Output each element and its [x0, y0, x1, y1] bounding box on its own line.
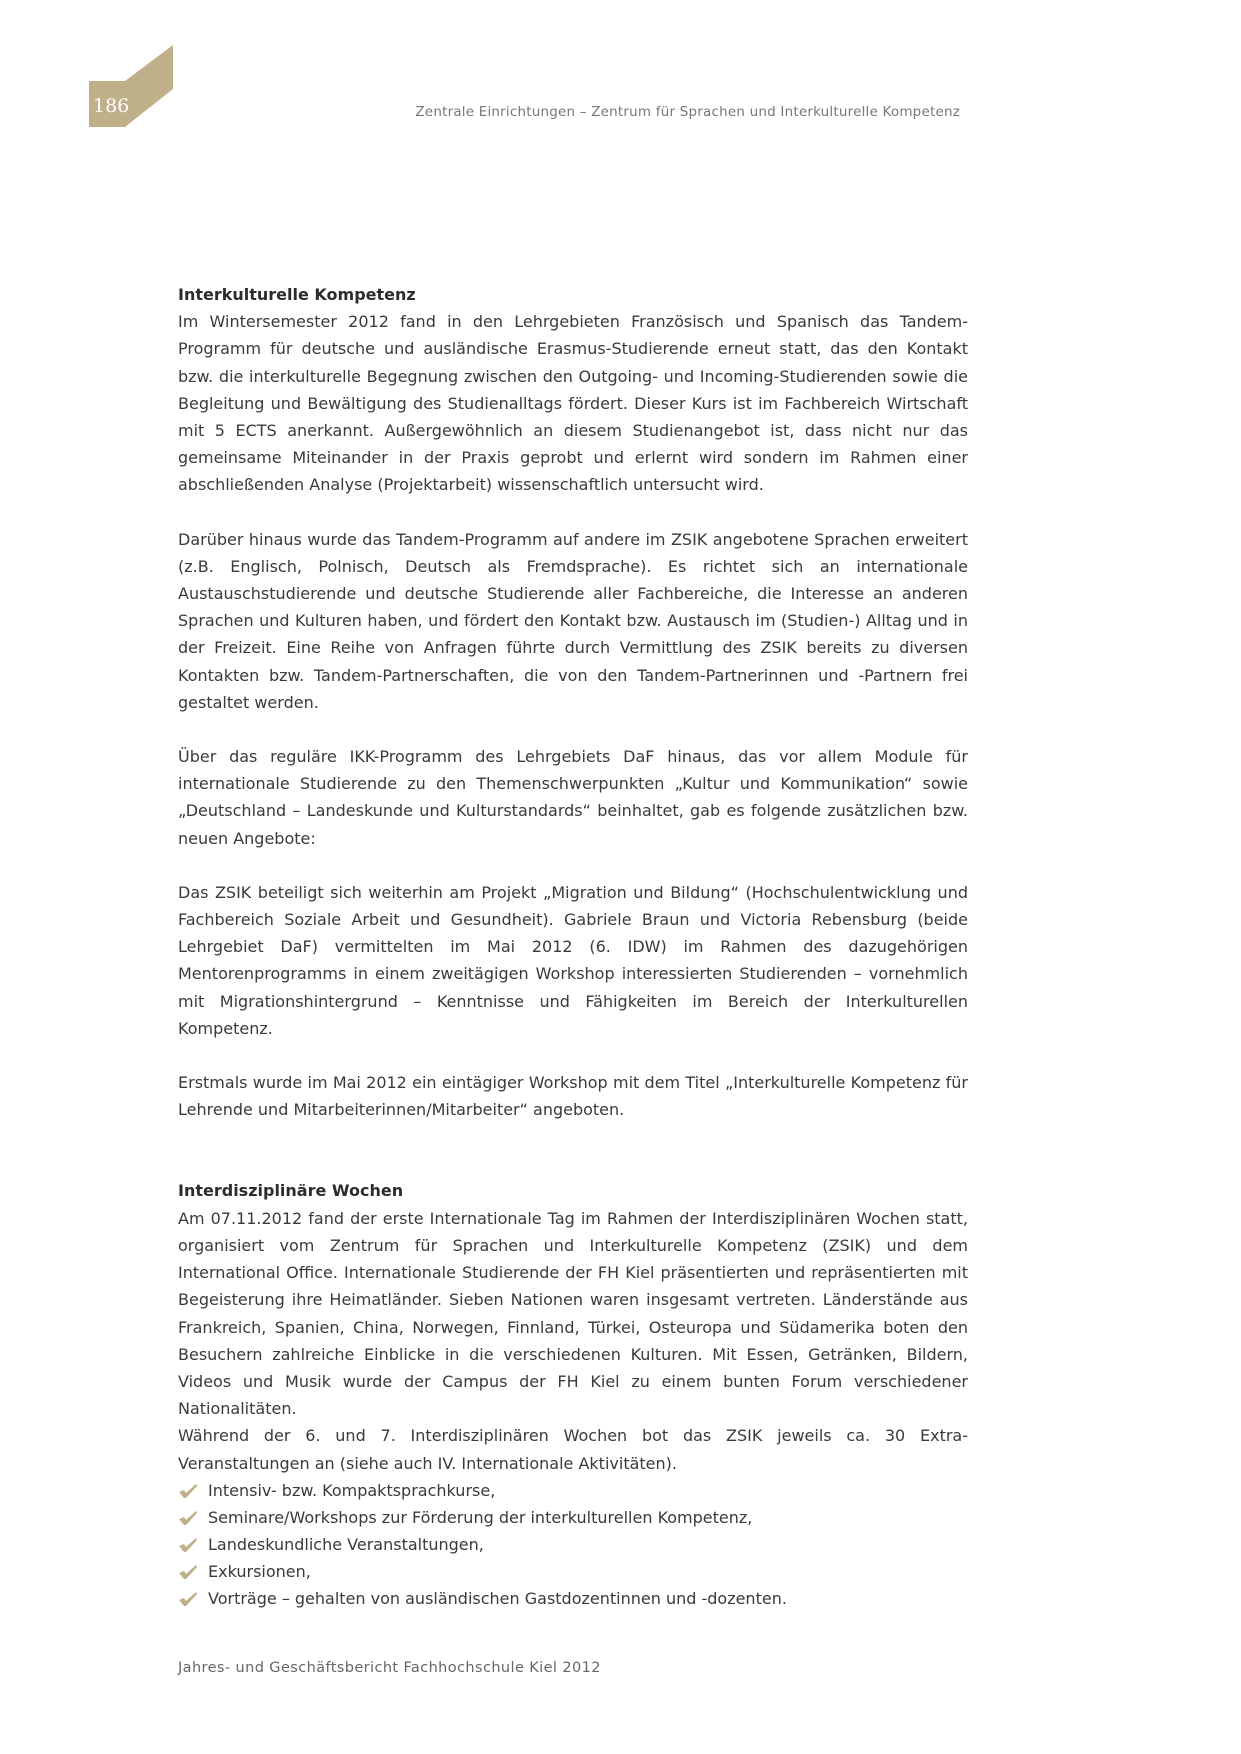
page-footer: Jahres- und Geschäftsbericht Fachhochschule Kiel 2012: [178, 1660, 601, 1676]
main-content: [178, 281, 968, 1613]
list-item-text: Seminare/Workshops zur Förderung der interkulturellen Kompetenz,: [208, 1507, 753, 1527]
list-item-text: Landeskundliche Veranstaltungen,: [208, 1535, 484, 1555]
paragraph: Über das reguläre IKK-Programm des Lehrgebiets DaF hinaus, das vor allem Module für internationale Studierende zu den Themenschwerpunkten „Kultur und Kommunikation“ sowie „Deutschland – Landeskunde und Kulturstandards“ beinhaltet, gab es folgende zusätzlichen bzw. neuen Angebote:: [178, 747, 968, 848]
checkmark-icon: [178, 1564, 198, 1580]
list-item-text: Vorträge – gehalten von ausländischen Gastdozentinnen und -dozenten.: [208, 1589, 787, 1609]
paragraph: Während der 6. und 7. Interdisziplinären Wochen bot das ZSIK jeweils ca. 30 Extra-Veranstaltungen an (siehe auch IV. Internationale Aktivitäten).: [178, 1426, 968, 1473]
paragraph: Am 07.11.2012 fand der erste Internationale Tag im Rahmen der Interdisziplinären Wochen statt, organisiert vom Zentrum für Sprachen und Interkulturelle Kompetenz (ZSIK) und dem International Office. Internationale Studierende der FH Kiel präsentierten und repräsentierten mit Begeisterung ihre Heimatländer. Sieben Nationen waren insgesamt vertreten. Länderstände aus Frankreich, Spanien, China, Norwegen, Finnland, Türkei, Osteuropa und Südamerika boten den Besuchern zahlreiche Einblicke in die verschiedenen Kulturen. Mit Essen, Getränken, Bildern, Videos und Musik wurde der Campus der FH Kiel zu einem bunten Forum verschiedener Nationalitäten.: [178, 1208, 968, 1419]
checkmark-icon: [178, 1510, 198, 1526]
section-interkulturelle-kompetenz: [178, 281, 968, 1123]
list-item: [178, 1558, 968, 1585]
section-interdisziplinaere-wochen: [178, 1177, 968, 1612]
checkmark-icon: [178, 1537, 198, 1553]
page-number: 186: [93, 95, 130, 117]
list-item: [178, 1504, 968, 1531]
bullet-list: [178, 1477, 968, 1613]
paragraph: Erstmals wurde im Mai 2012 ein eintägiger Workshop mit dem Titel „Interkulturelle Kompetenz für Lehrende und Mitarbeiterinnen/Mitarbeiter“ angeboten.: [178, 1073, 968, 1120]
paragraph: Darüber hinaus wurde das Tandem-Programm auf andere im ZSIK angebotene Sprachen erweitert (z.B. Englisch, Polnisch, Deutsch als Fremdsprache). Es richtet sich an internationale Austauschstudierende und deutsche Studierende aller Fachbereiche, die Interesse an anderen Sprachen und Kulturen haben, und fördert den Kontakt bzw. Austausch im (Studien-) Alltag und in der Freizeit. Eine Reihe von Anfragen führte durch Vermittlung des ZSIK bereits zu diversen Kontakten bzw. Tandem-Partnerschaften, die von den Tandem-Partnerinnen und -Partnern frei gestaltet werden.: [178, 529, 968, 712]
paragraph: Im Wintersemester 2012 fand in den Lehrgebieten Französisch und Spanisch das Tandem-Programm für deutsche und ausländische Erasmus-Studierende erneut statt, das den Kontakt bzw. die interkulturelle Begegnung zwischen den Outgoing- und Incoming-Studierenden sowie die Begleitung und Bewältigung des Studienalltags fördert. Dieser Kurs ist im Fachbereich Wirtschaft mit 5 ECTS anerkannt. Außergewöhnlich an diesem Studienangebot ist, dass nicht nur das gemeinsame Miteinander in der Praxis geprobt und erlernt wird sondern im Rahmen einer abschließenden Analyse (Projektarbeit) wissenschaftlich untersucht wird.: [178, 312, 968, 495]
list-item: [178, 1477, 968, 1504]
list-item-text: Exkursionen,: [208, 1562, 311, 1582]
list-item: [178, 1531, 968, 1558]
section-heading: Interkulturelle Kompetenz: [178, 285, 416, 304]
paragraph: Das ZSIK beteiligt sich weiterhin am Projekt „Migration und Bildung“ (Hochschulentwicklung und Fachbereich Soziale Arbeit und Gesundheit). Gabriele Braun und Victoria Rebensburg (beide Lehrgebiet DaF) vermittelten im Mai 2012 (6. IDW) im Rahmen des dazugehörigen Mentorenprogramms in einem zweitägigen Workshop interessierten Studierenden – vornehmlich mit Migrationshintergrund – Kenntnisse und Fähigkeiten im Bereich der Interkulturellen Kompetenz.: [178, 882, 968, 1038]
checkmark-icon: [178, 1483, 198, 1499]
running-header: Zentrale Einrichtungen – Zentrum für Sprachen und Interkulturelle Kompetenz: [415, 104, 960, 120]
section-heading: Interdisziplinäre Wochen: [178, 1181, 404, 1201]
checkmark-icon: [178, 1591, 198, 1607]
list-item-text: Intensiv- bzw. Kompaktsprachkurse,: [208, 1480, 496, 1500]
list-item: [178, 1585, 968, 1612]
